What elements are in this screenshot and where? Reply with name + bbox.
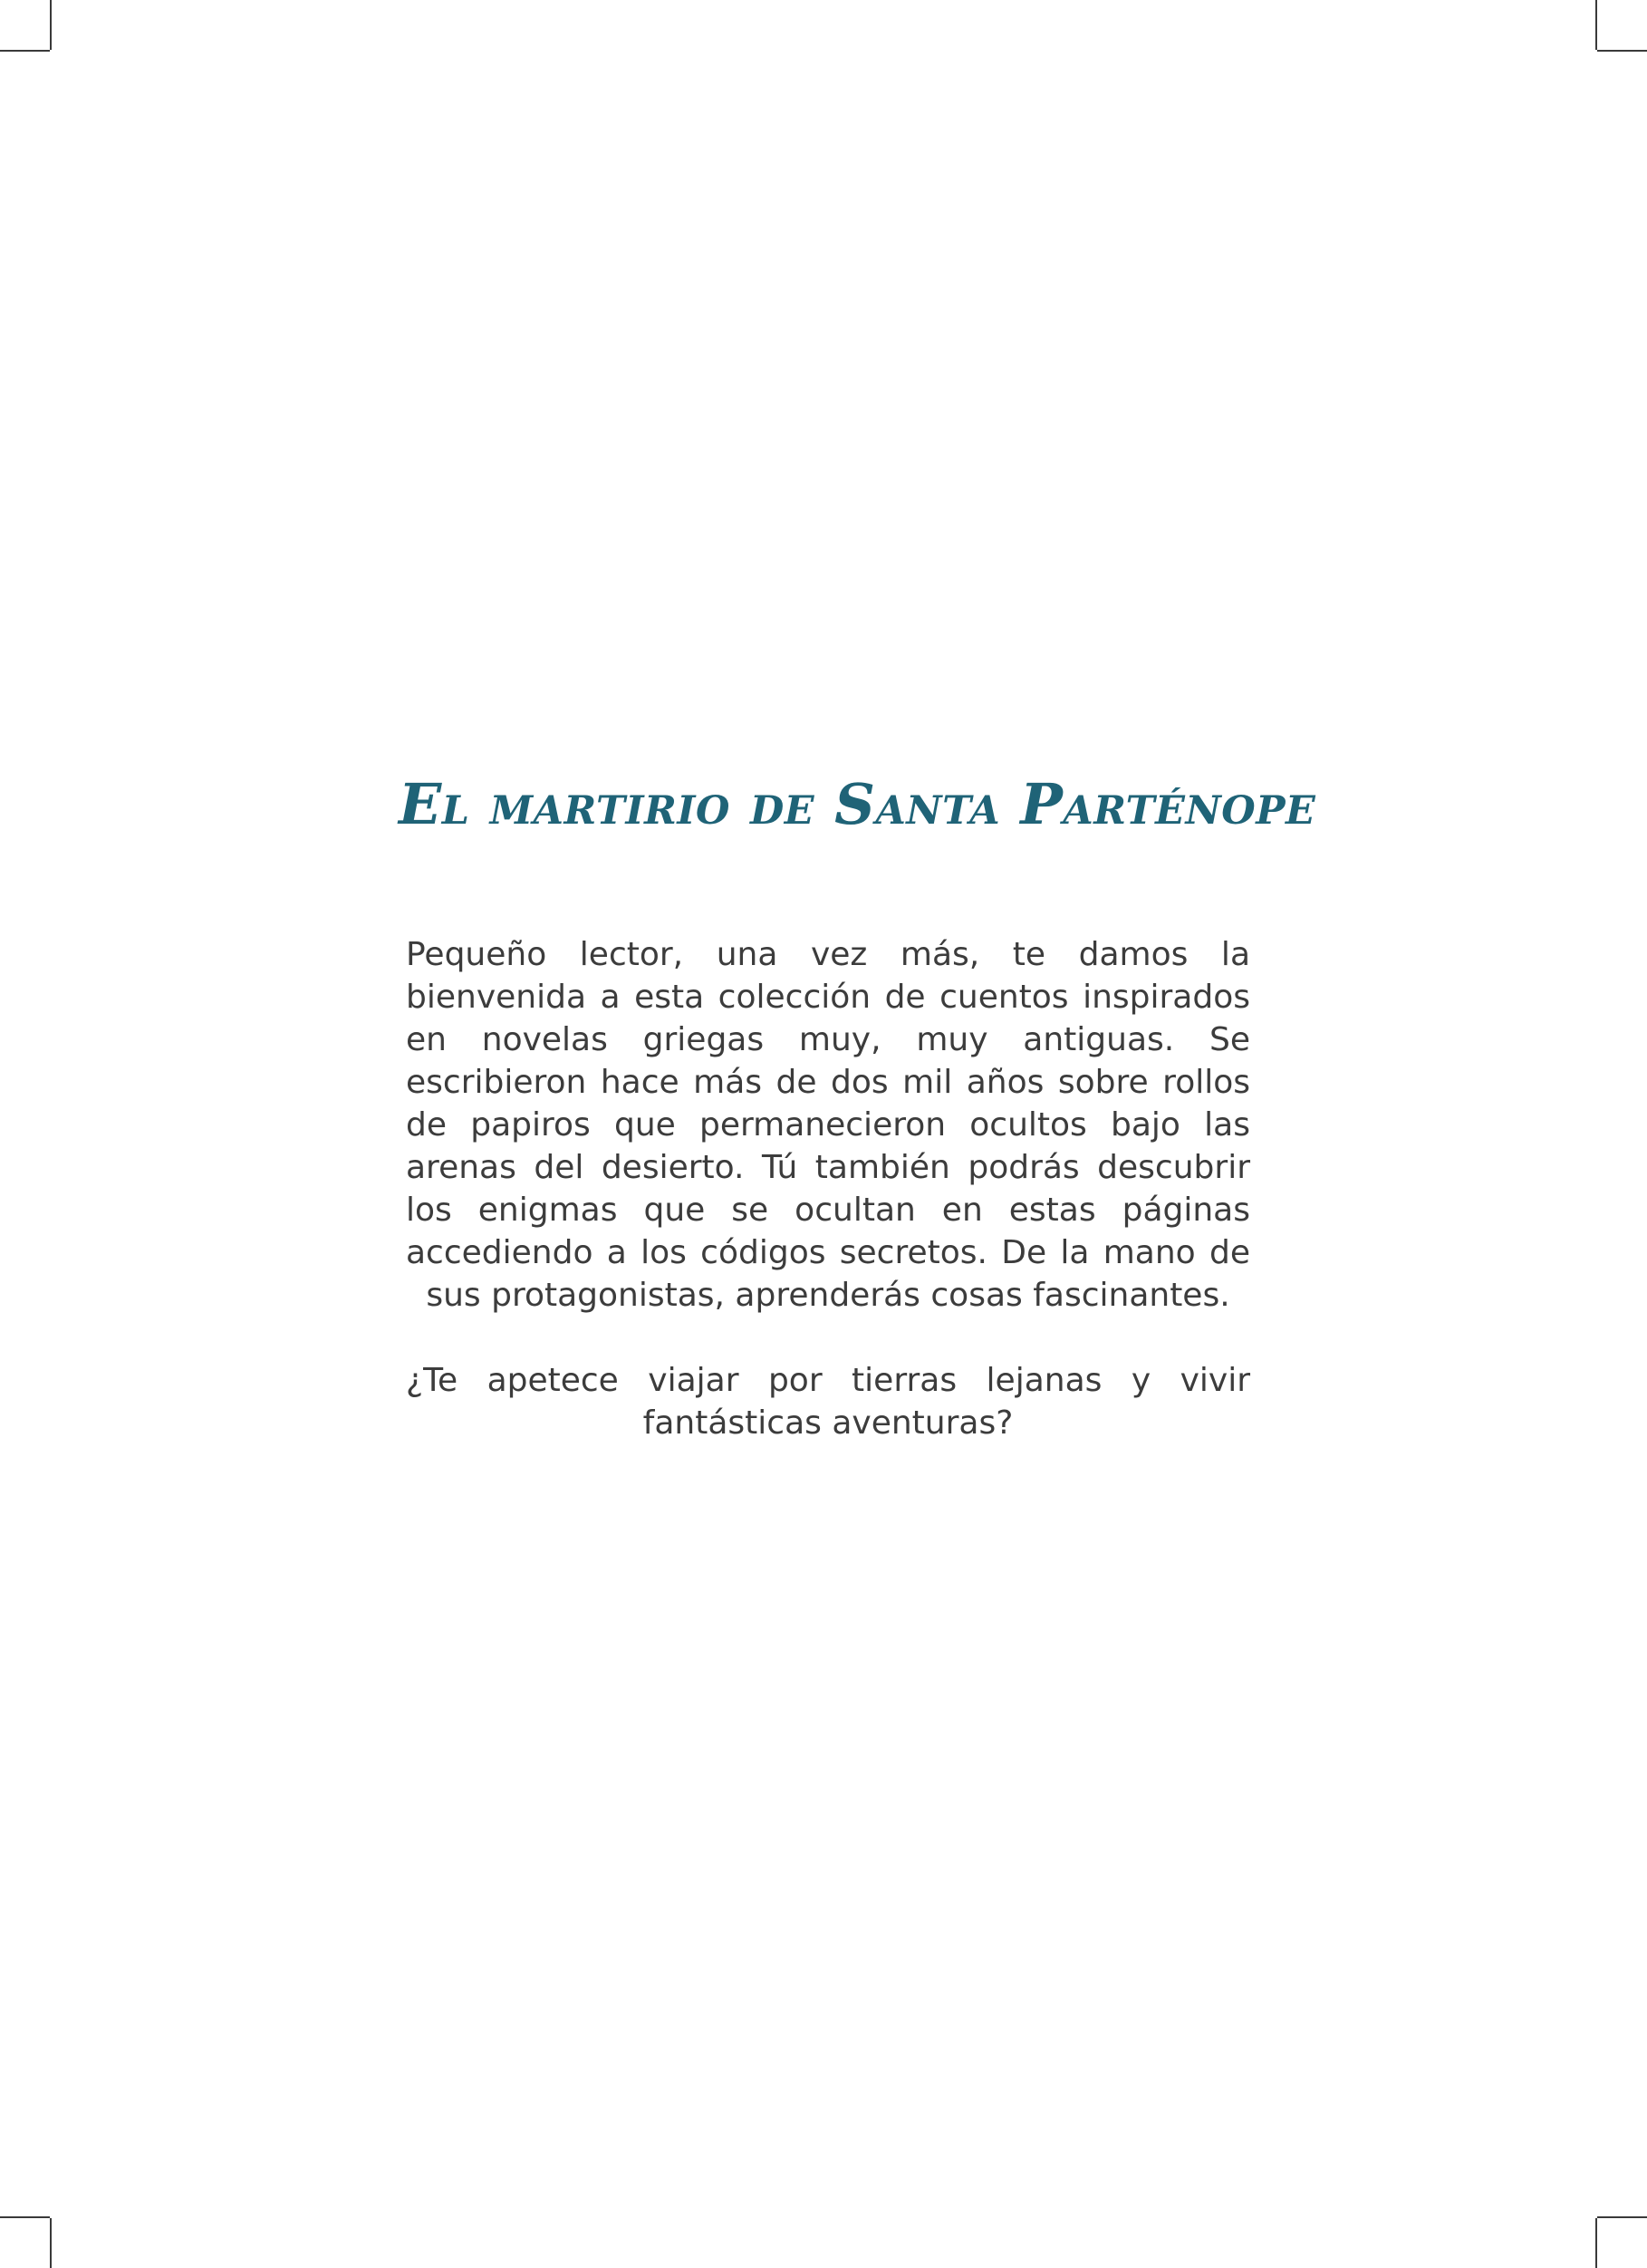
crop-mark-bottom-right-horizontal (1597, 2216, 1647, 2218)
crop-mark-bottom-left-horizontal (0, 2216, 50, 2218)
crop-mark-top-right-vertical (1595, 0, 1597, 50)
page-title: El martirio de Santa Parténope (399, 770, 1316, 837)
invitation-paragraph: ¿Te apetece viajar por tierras lejanas y vivir fantásticas aventuras? (406, 1362, 1250, 1442)
crop-mark-top-right-horizontal (1597, 50, 1647, 52)
crop-mark-bottom-right-vertical (1595, 2218, 1597, 2268)
crop-mark-top-left-vertical (50, 0, 52, 50)
crop-mark-bottom-left-vertical (50, 2218, 52, 2268)
intro-paragraph: Pequeño lector, una vez más, te damos la bienvenida a esta colección de cuentos inspirados en novelas griegas muy, muy antiguas. Se escribieron hace más de dos mil años sobre rollos de papiros que permanecieron ocultos bajo las arenas del desierto. Tú también podrás descubrir los enigmas que se ocultan en estas páginas accediendo a los códigos secretos. De la mano de sus protagonistas, aprenderás cosas fascinantes. (406, 936, 1250, 1314)
intro-text (406, 933, 1250, 1444)
crop-mark-top-left-horizontal (0, 50, 50, 52)
